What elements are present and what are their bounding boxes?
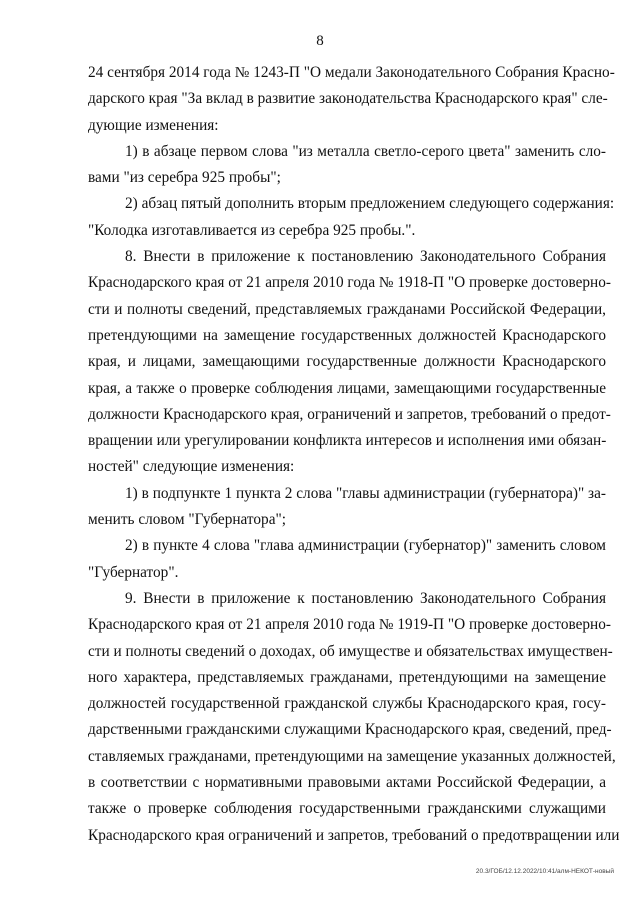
text-line: Краснодарского края ограничений и запретов, требований о предотвращении или (88, 826, 620, 844)
text-line: 1) в абзаце первом слова "из металла светло-серого цвета" заменить сло- (125, 142, 606, 160)
text-line: края, а также о проверке соблюдения лицами, замещающими государственные (88, 379, 606, 397)
text-line: ностей" следующие изменения: (88, 458, 295, 476)
text-line: Краснодарского края от 21 апреля 2010 года № 1919-П "О проверке достоверно- (88, 616, 611, 634)
text-line: 2) в пункте 4 слова "глава администрации (губернатор)" заменить словом (125, 537, 606, 555)
text-line: должности Краснодарского края, ограничений и запретов, требований о предот- (88, 405, 611, 423)
text-line: "Колодка изготавливается из серебра 925 пробы.". (88, 221, 416, 239)
text-line: вращении или урегулировании конфликта интересов и исполнения ими обязан- (88, 432, 607, 450)
text-line: менить словом "Губернатора"; (88, 511, 286, 529)
text-line: дующие изменения: (88, 116, 219, 134)
text-line: сти и полноты сведений, представляемых гражданами Российской Федерации, (88, 300, 606, 318)
document-footer-code: 20.3/ГОБ/12.12.2022/10:41/алм-НЕКОТ-новый (475, 868, 614, 875)
text-line: ного характера, представляемых гражданами, претендующими на замещение (88, 668, 606, 686)
text-line: в соответствии с нормативными правовыми актами Российской Федерации, а (88, 774, 606, 792)
text-line: ставляемых гражданами, претендующими на замещение указанных должностей, (88, 747, 616, 765)
text-line: 2) абзац пятый дополнить вторым предложением следующего содержания: (125, 195, 615, 213)
text-line: претендующими на замещение государственных должностей Краснодарского (88, 326, 606, 344)
text-line: Краснодарского края от 21 апреля 2010 года № 1918-П "О проверке достоверно- (88, 274, 611, 292)
text-line: 8. Внести в приложение к постановлению Законодательного Собрания (125, 248, 606, 266)
text-line: должностей государственной гражданской службы Краснодарского края, госу- (88, 695, 606, 713)
text-line: 24 сентября 2014 года № 1243-П "О медали Законодательного Собрания Красно- (88, 64, 615, 81)
text-line: вами "из серебра 925 пробы"; (88, 169, 281, 187)
document-body (88, 60, 620, 849)
text-line: дарственными гражданскими служащими Краснодарского края, сведений, пред- (88, 721, 612, 739)
text-line: "Губернатор". (88, 563, 179, 581)
text-line: сти и полноты сведений о доходах, об имуществе и обязательствах имуществен- (88, 642, 613, 660)
text-line: 1) в подпункте 1 пункта 2 слова "главы администрации (губернатора)" за- (125, 484, 606, 502)
text-line: 9. Внести в приложение к постановлению Законодательного Собрания (125, 589, 606, 607)
text-line: края, и лицами, замещающими государственные должности Краснодарского (88, 353, 606, 371)
text-line: также о проверке соблюдения государственными гражданскими служащими (88, 800, 606, 818)
page-number: 8 (316, 33, 324, 49)
text-line: дарского края "За вклад в развитие законодательства Краснодарского края" сле- (88, 90, 608, 108)
